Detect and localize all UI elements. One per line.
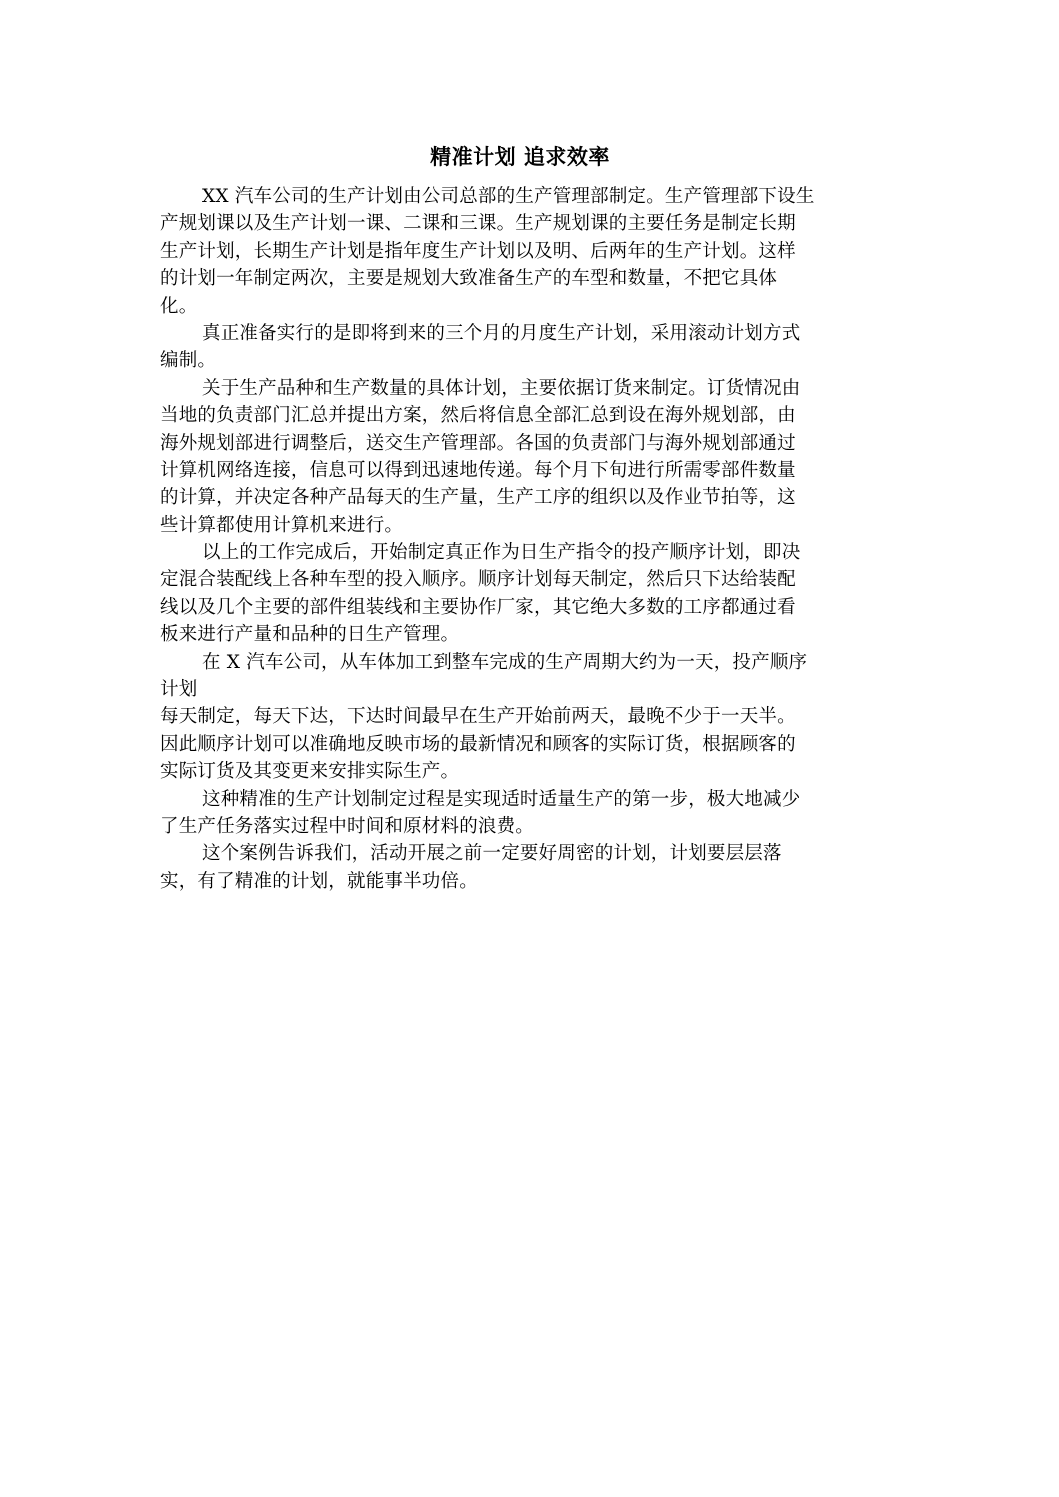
text-line: 生产计划，长期生产计划是指年度生产计划以及明、后两年的生产计划。这样 bbox=[160, 240, 796, 262]
text-line: 了生产任务落实过程中时间和原材料的浪费。 bbox=[160, 815, 535, 837]
text-line: 因此顺序计划可以准确地反映市场的最新情况和顾客的实际订货，根据顾客的 bbox=[160, 733, 796, 755]
document-title: 精准计划 追求效率 bbox=[430, 144, 610, 169]
text-line: 关于生产品种和生产数量的具体计划，主要依据订货来制定。订货情况由 bbox=[202, 377, 801, 399]
text-line: 真正准备实行的是即将到来的三个月的月度生产计划，采用滚动计划方式 bbox=[202, 322, 801, 344]
text-line: 这个案例告诉我们，活动开展之前一定要好周密的计划，计划要层层落 bbox=[202, 843, 782, 865]
text-line: 定混合装配线上各种车型的投入顺序。顺序计划每天制定，然后只下达给装配 bbox=[160, 569, 796, 591]
document-body bbox=[160, 183, 882, 895]
text-line: 产规划课以及生产计划一课、二课和三课。生产规划课的主要任务是制定长期 bbox=[160, 213, 796, 235]
text-line: 编制。 bbox=[160, 350, 217, 372]
text-line: 海外规划部进行调整后，送交生产管理部。各国的负责部门与海外规划部通过 bbox=[160, 432, 796, 454]
text-line: 实际订货及其变更来安排实际生产。 bbox=[160, 761, 460, 783]
text-line: 计划 bbox=[160, 679, 198, 701]
text-line: 的计算，并决定各种产品每天的生产量，生产工序的组织以及作业节拍等，这 bbox=[160, 487, 796, 509]
text-line: 化。 bbox=[160, 295, 198, 317]
text-line: 些计算都使用计算机来进行。 bbox=[160, 514, 404, 536]
text-line: 当地的负责部门汇总并提出方案，然后将信息全部汇总到设在海外规划部，由 bbox=[160, 405, 796, 427]
text-line: 计算机网络连接，信息可以得到迅速地传递。每个月下旬进行所需零部件数量 bbox=[160, 459, 796, 481]
text-line: 以上的工作完成后，开始制定真正作为日生产指令的投产顺序计划，即决 bbox=[202, 542, 801, 564]
text-line: 实，有了精准的计划，就能事半功倍。 bbox=[160, 870, 478, 892]
text-line: 线以及几个主要的部件组装线和主要协作厂家，其它绝大多数的工序都通过看 bbox=[160, 596, 796, 618]
text-line: 板来进行产量和品种的日生产管理。 bbox=[160, 624, 460, 646]
text-line: 的计划一年制定两次，主要是规划大致准备生产的车型和数量，不把它具体 bbox=[160, 268, 778, 290]
text-line: 这种精准的生产计划制定过程是实现适时适量生产的第一步，极大地减少 bbox=[202, 788, 801, 810]
text-line: 在 X 汽车公司，从车体加工到整车完成的生产周期大约为一天，投产顺序 bbox=[202, 651, 808, 673]
text-line: 每天制定，每天下达，下达时间最早在生产开始前两天，最晚不少于一天半。 bbox=[160, 706, 796, 728]
text-line: XX 汽车公司的生产计划由公司总部的生产管理部制定。生产管理部下设生 bbox=[202, 186, 815, 207]
